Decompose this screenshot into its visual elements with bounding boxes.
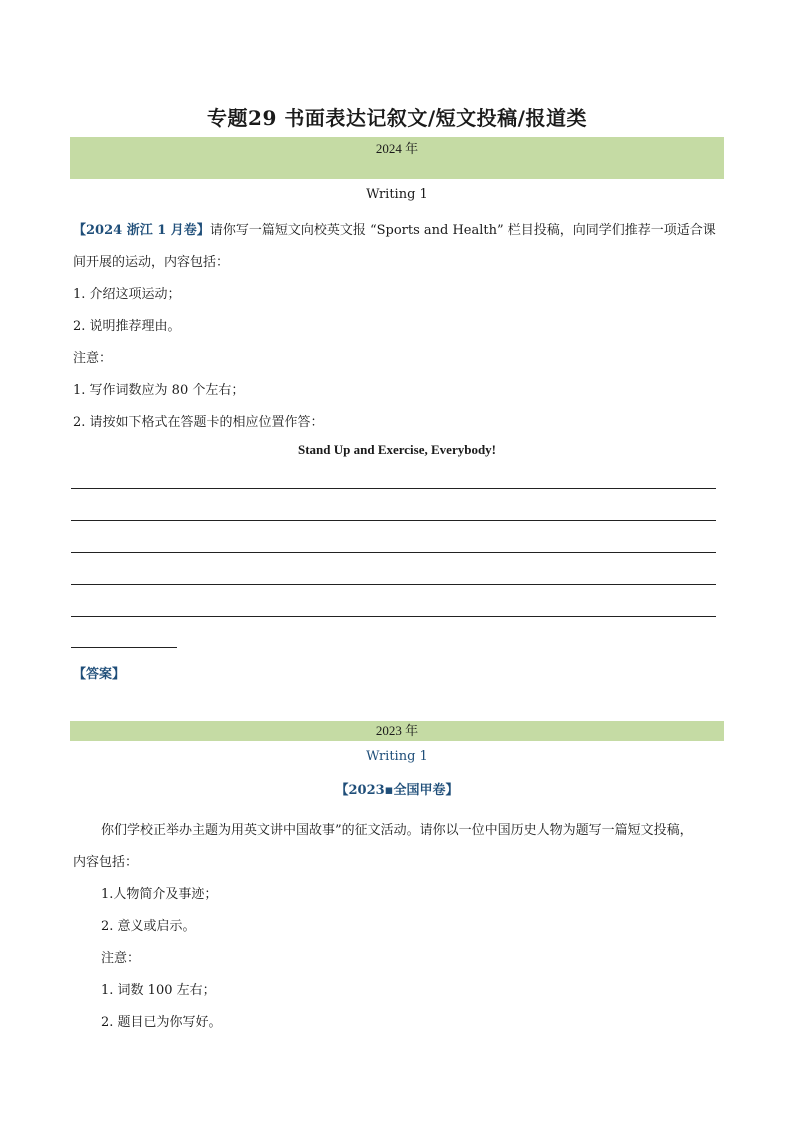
prompt-paragraph [73, 219, 716, 238]
note-item-2: 2. 题目已为你写好。 [101, 1015, 222, 1030]
year-label: 2023 年 [375, 723, 419, 738]
source-tag: 【2024 浙江 1 月卷】 [73, 223, 210, 238]
writing-label: Writing 1 [366, 187, 428, 202]
content-item-1: 1. 介绍这项运动； [73, 287, 181, 302]
prompt-text-cont: 间开展的运动，内容包括： [73, 255, 230, 270]
writing-line [71, 488, 716, 489]
note-item-1: 1. 词数 100 左右； [101, 983, 216, 998]
writing-line-short [71, 647, 177, 648]
writing-line [71, 520, 716, 521]
note-label: 注意： [101, 951, 141, 966]
note-item-2: 2. 请按如下格式在答题卡的相应位置作答： [73, 415, 324, 430]
note-label: 注意： [73, 351, 113, 366]
answer-tag: 【答案】 [73, 667, 126, 682]
writing-line [71, 552, 716, 553]
essay-title: Stand Up and Exercise, Everybody! [297, 442, 497, 457]
writing-label: Writing 1 [366, 749, 428, 764]
writing-line [71, 584, 716, 585]
prompt-text-cont: 内容包括： [73, 855, 139, 870]
content-item-2: 2. 意义或启示。 [101, 919, 196, 934]
prompt-text: 请你写一篇短文向校英文报 “Sports and Health” 栏目投稿，向同学们推荐一项适合课 [209, 223, 716, 238]
source-tag: 【2023▪全国甲卷】 [335, 783, 459, 798]
year-band-2023 [70, 721, 724, 741]
content-item-2: 2. 说明推荐理由。 [73, 319, 181, 334]
prompt-text: 你们学校正举办主题为用英文讲中国故事”的征文活动。请你以一位中国历史人物为题写一篇短文投稿， [101, 823, 693, 838]
note-item-1: 1. 写作词数应为 80 个左右； [73, 383, 245, 398]
page-title: 专题29 书面表达记叙文/短文投稿/报道类 [207, 106, 587, 130]
year-band-2024 [70, 137, 724, 179]
writing-line [71, 616, 716, 617]
year-label: 2024 年 [375, 141, 419, 156]
content-item-1: 1.人物简介及事迹； [101, 887, 218, 902]
